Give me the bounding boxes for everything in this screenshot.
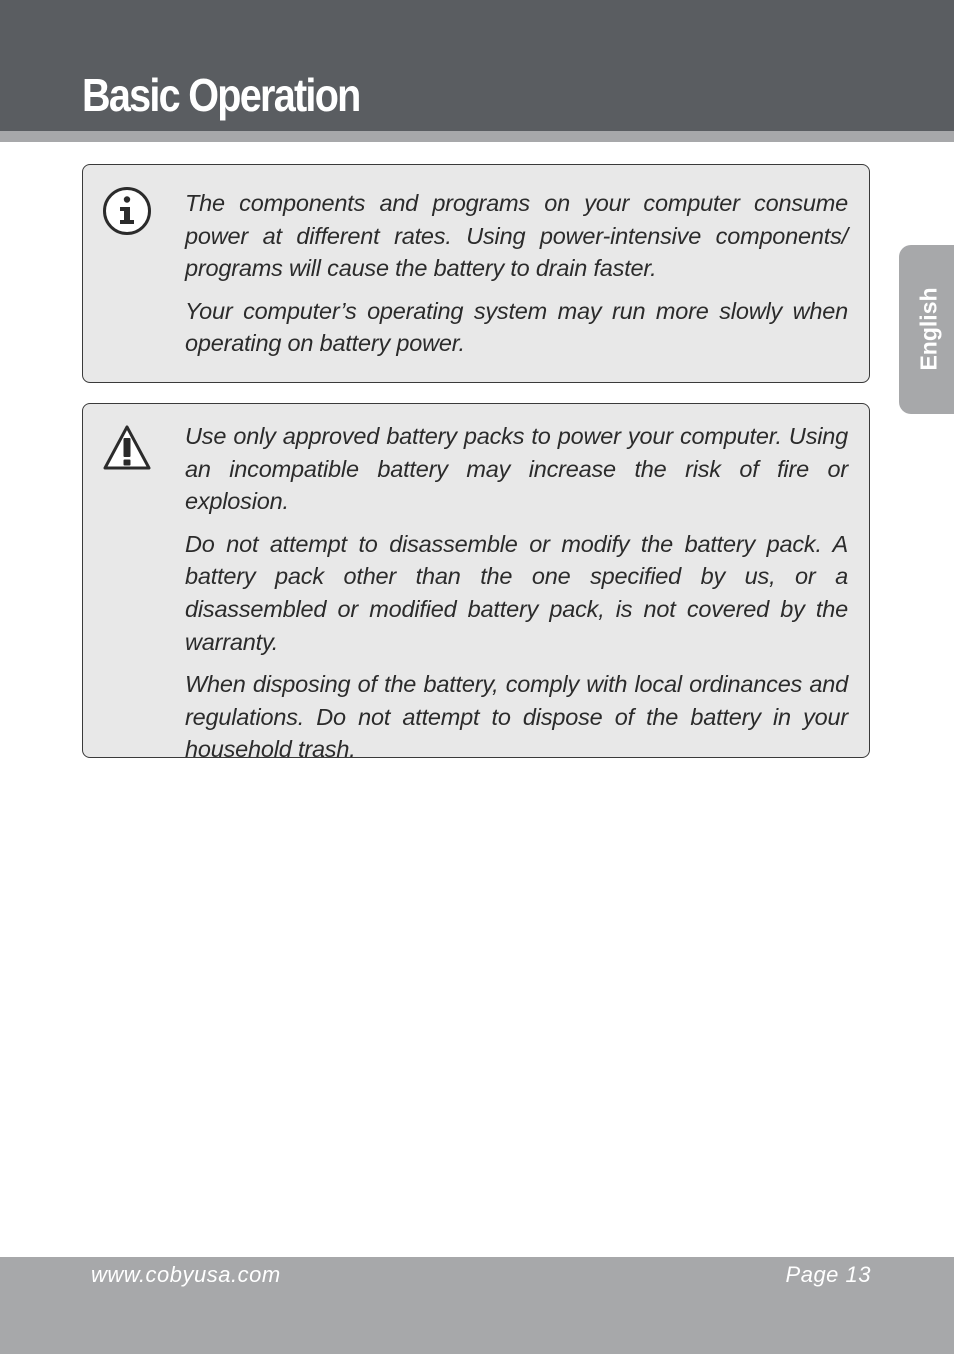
warning-notice-body — [185, 420, 848, 776]
footer-url[interactable]: www.cobyusa.com — [91, 1262, 281, 1287]
language-tab — [899, 245, 954, 414]
warning-paragraph: Do not attempt to disassemble or modify the battery pack. A battery pack other than the one specified by us, or a disassembled or modified battery pack, is not covered by the warranty. — [185, 530, 848, 655]
warning-notice — [82, 403, 870, 763]
warning-icon — [102, 424, 152, 477]
header-stripe — [0, 131, 954, 142]
page-footer — [0, 1257, 954, 1354]
info-paragraph: Your computer’s operating system may run more slowly when operating on battery power. — [185, 297, 848, 357]
language-tab-label: English — [915, 287, 942, 371]
info-paragraph: The components and programs on your computer consume power at different rates. Using power-intensive components/ programs will cause the battery to drain faster. — [185, 190, 848, 282]
page-number: Page 13 — [785, 1262, 871, 1287]
warning-paragraph: Use only approved battery packs to power your computer. Using an incompatible battery may increase the risk of fire or explosion. — [185, 423, 848, 515]
info-notice — [82, 164, 870, 383]
page-title: Basic Operation — [82, 69, 360, 121]
info-notice-body — [185, 187, 848, 370]
info-icon — [102, 186, 152, 241]
warning-paragraph: When disposing of the battery, comply with local ordinances and regulations. Do not attempt to dispose of the battery in your household trash. — [185, 671, 848, 763]
page-header — [0, 0, 954, 131]
